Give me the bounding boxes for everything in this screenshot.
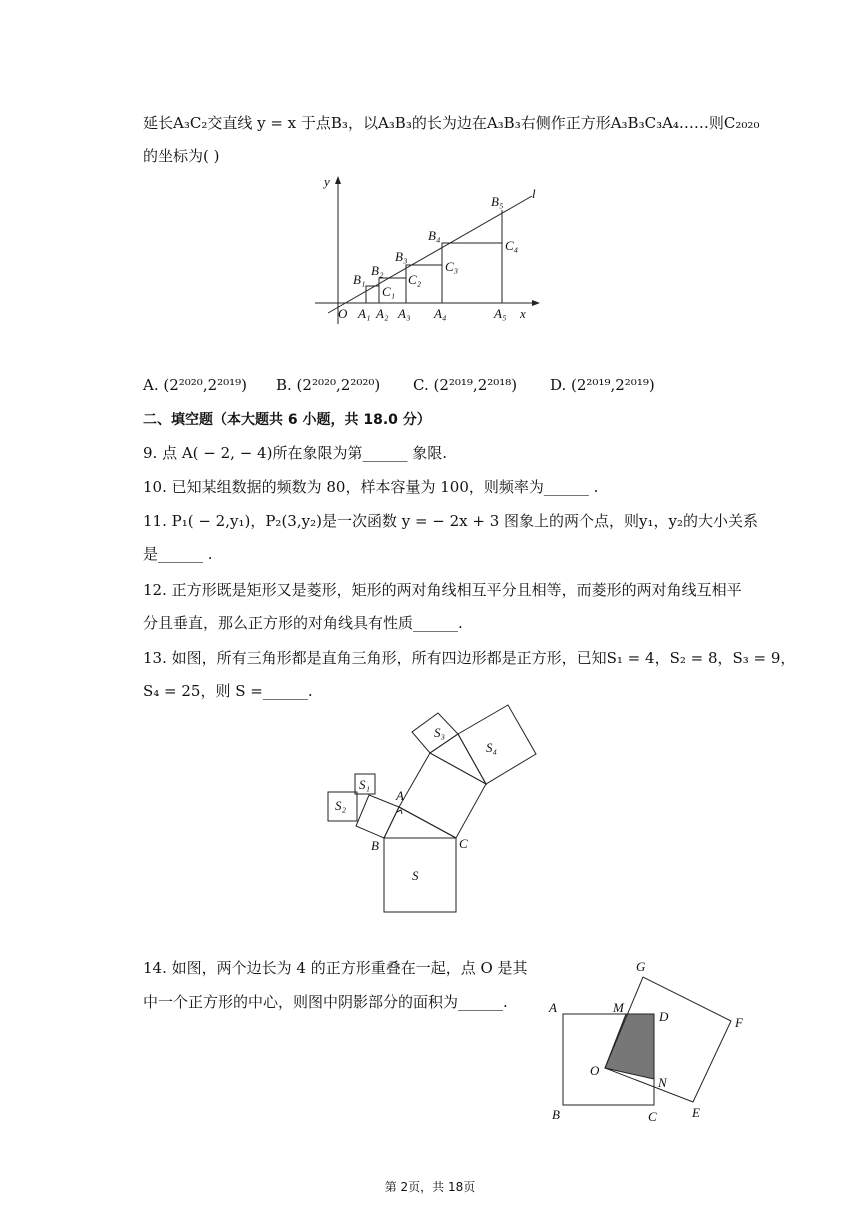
q8-label-A4: A₄ bbox=[434, 306, 447, 321]
q13-label-S: S bbox=[412, 868, 419, 883]
q11-text-line1: 11. P₁( − 2,y₁)，P₂(3,y₂)是一次函数 y = − 2x + 3 图象上的两个点，则y₁，y₂的大小关系 bbox=[143, 512, 759, 530]
q8-choice-b[interactable]: B. (2²⁰²⁰,2²⁰²⁰) bbox=[276, 376, 381, 394]
q14-label-G: G bbox=[636, 959, 646, 974]
q13-text-line2: S₄ = 25，则 S =______. bbox=[143, 682, 313, 700]
q8-label-x: x bbox=[520, 306, 526, 321]
q8-choice-c[interactable]: C. (2²⁰¹⁹,2²⁰¹⁸) bbox=[413, 376, 518, 394]
q13-label-S4: S₄ bbox=[486, 740, 498, 755]
q14-label-O: O bbox=[590, 1063, 600, 1078]
q8-label-C3: C₃ bbox=[445, 259, 459, 274]
q13-label-A: A bbox=[396, 788, 404, 803]
q13-label-S2: S₂ bbox=[335, 798, 347, 813]
q14-label-B: B bbox=[552, 1107, 560, 1122]
q14-label-E: E bbox=[692, 1105, 700, 1120]
q8-label-C2: C₂ bbox=[408, 272, 422, 287]
q8-choice-a[interactable]: A. (2²⁰²⁰,2²⁰¹⁹) bbox=[143, 376, 248, 394]
q14-label-M: M bbox=[613, 1000, 624, 1015]
q12-text-line2: 分且垂直，那么正方形的对角线具有性质______. bbox=[143, 614, 463, 632]
q14-text-line1: 14. 如图，两个边长为 4 的正方形重叠在一起，点 O 是其 bbox=[143, 959, 528, 977]
q8-label-B1: B₁ bbox=[353, 272, 366, 287]
q8-label-y: y bbox=[324, 174, 330, 189]
q8-label-B3: B₃ bbox=[395, 249, 408, 264]
q13-label-S3: S₃ bbox=[434, 725, 446, 740]
q13-label-B: B bbox=[371, 838, 379, 853]
q8-label-B5: B₅ bbox=[491, 194, 504, 209]
section-title: 二、填空题（本大题共 6 小题，共 18.0 分） bbox=[143, 412, 431, 428]
q14-label-A: A bbox=[549, 1000, 557, 1015]
q8-label-l: l bbox=[532, 186, 536, 201]
q8-text-line2: 的坐标为( ) bbox=[143, 147, 220, 165]
q8-label-B2: B₂ bbox=[371, 263, 384, 278]
q8-label-A3: A₃ bbox=[398, 306, 411, 321]
q13-label-S1: S₁ bbox=[359, 777, 371, 792]
q13-text-line1: 13. 如图，所有三角形都是直角三角形，所有四边形都是正方形，已知S₁ = 4，S₂ = 8，S₃ = 9， bbox=[143, 649, 796, 667]
q14-figure bbox=[540, 955, 760, 1130]
q8-label-O: O bbox=[338, 306, 348, 321]
q14-text-line2: 中一个正方形的中心，则图中阴影部分的面积为______. bbox=[143, 993, 508, 1011]
q13-label-C: C bbox=[459, 836, 468, 851]
q8-choice-d[interactable]: D. (2²⁰¹⁹,2²⁰¹⁹) bbox=[550, 376, 655, 394]
q8-figure bbox=[310, 172, 550, 332]
q14-label-F: F bbox=[735, 1015, 743, 1030]
q8-label-B4: B₄ bbox=[428, 228, 441, 243]
q11-text-line2: 是______ . bbox=[143, 545, 213, 563]
q10-text: 10. 已知某组数据的频数为 80，样本容量为 100，则频率为______ . bbox=[143, 478, 599, 496]
q8-label-C1: C₁ bbox=[382, 284, 396, 299]
q14-label-N: N bbox=[658, 1075, 667, 1090]
q13-figure bbox=[320, 700, 550, 920]
q9-text: 9. 点 A( − 2, − 4)所在象限为第______ 象限. bbox=[143, 444, 447, 462]
q8-label-A1: A₁ bbox=[358, 306, 371, 321]
q8-label-C4: C₄ bbox=[505, 238, 519, 253]
q12-text-line1: 12. 正方形既是矩形又是菱形，矩形的两对角线相互平分且相等，而菱形的两对角线互相平 bbox=[143, 581, 742, 599]
q8-label-A2: A₂ bbox=[376, 306, 389, 321]
page-footer: 第 2页，共 18页 bbox=[384, 1180, 476, 1194]
q14-label-C: C bbox=[648, 1109, 657, 1124]
q8-label-A5: A₅ bbox=[494, 306, 507, 321]
q14-label-D: D bbox=[659, 1009, 669, 1024]
q8-text-line1: 延长A₃C₂交直线 y = x 于点B₃，以A₃B₃的长为边在A₃B₃右侧作正方形A₃B₃C₃A₄……则C₂₀₂₀ bbox=[143, 114, 760, 132]
